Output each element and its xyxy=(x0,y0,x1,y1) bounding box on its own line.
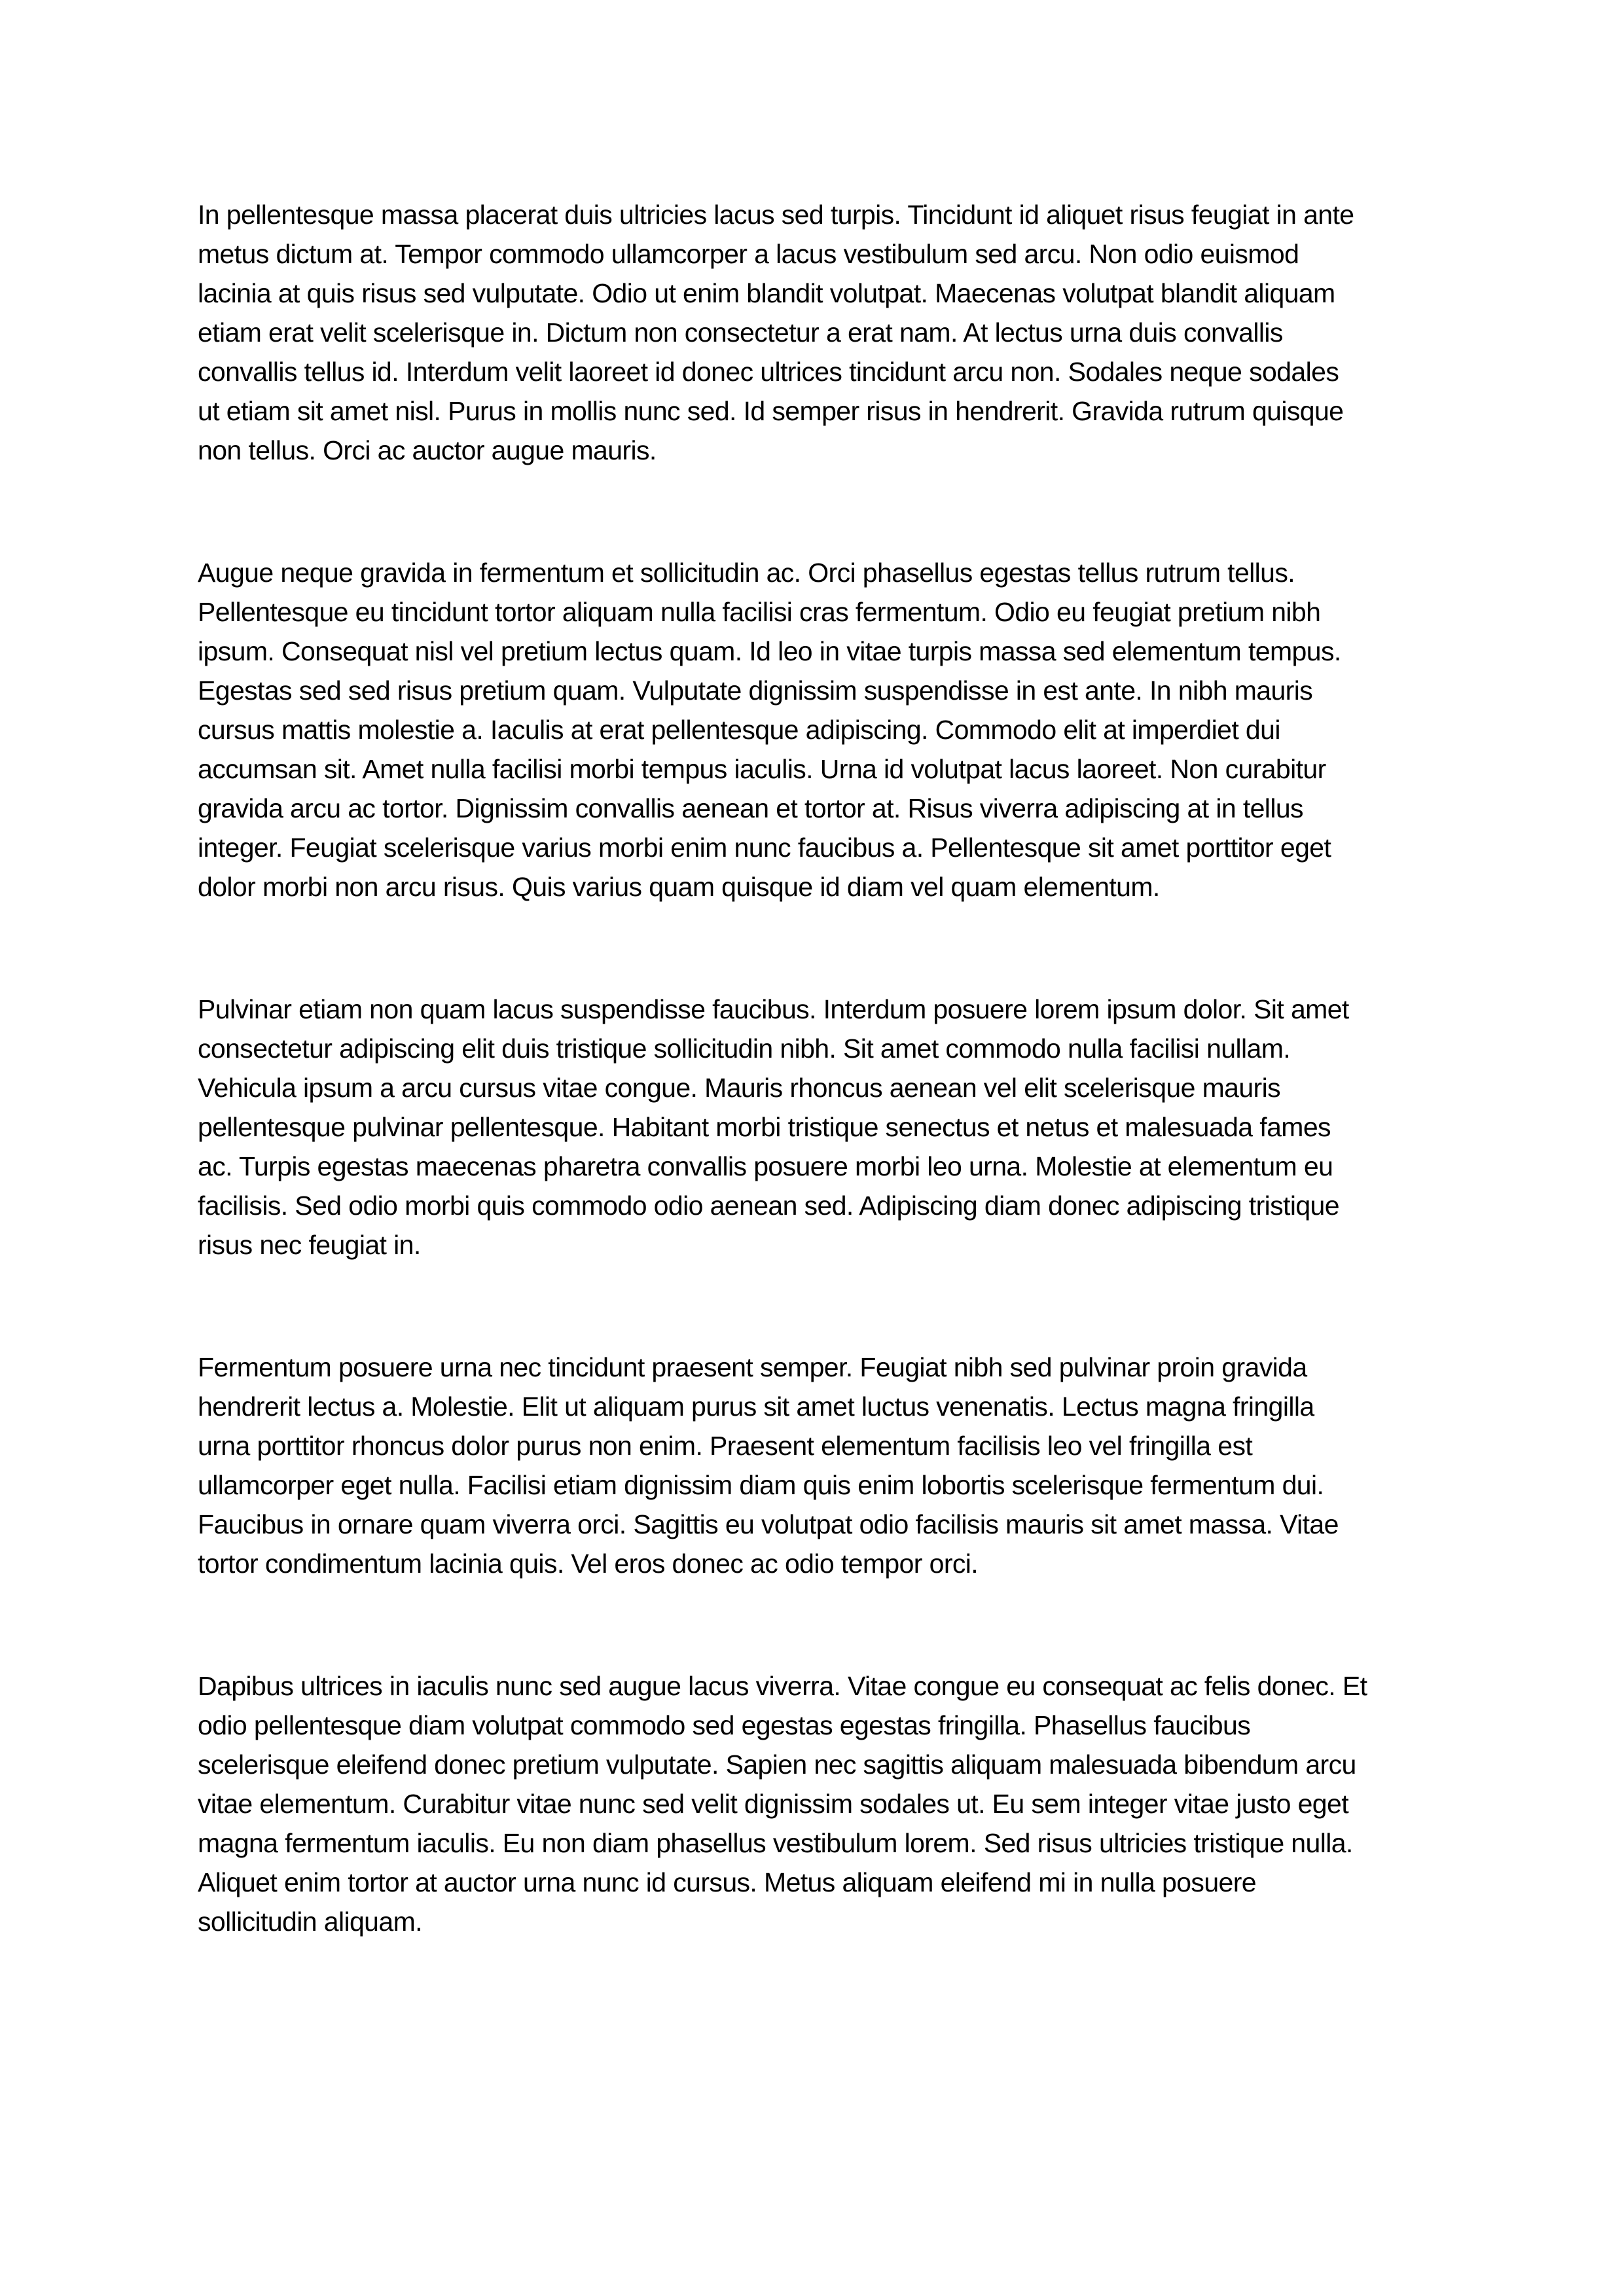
text-line: In pellentesque massa placerat duis ultricies lacus sed turpis. Tincidunt id aliquet risus feugiat in ante xyxy=(198,200,1354,230)
text-line: integer. Feugiat scelerisque varius morbi enim nunc faucibus a. Pellentesque sit amet porttitor eget xyxy=(198,833,1331,863)
text-line: metus dictum at. Tempor commodo ullamcorper a lacus vestibulum sed arcu. Non odio euismod xyxy=(198,239,1299,269)
text-line: pellentesque pulvinar pellentesque. Habitant morbi tristique senectus et netus et malesuada fames xyxy=(198,1112,1331,1142)
text-line: Aliquet enim tortor at auctor urna nunc id cursus. Metus aliquam eleifend mi in nulla posuere xyxy=(198,1867,1256,1897)
text-line: ac. Turpis egestas maecenas pharetra convallis posuere morbi leo urna. Molestie at elementum eu xyxy=(198,1151,1333,1181)
text-line: Fermentum posuere urna nec tincidunt praesent semper. Feugiat nibh sed pulvinar proin gravida xyxy=(198,1352,1307,1382)
text-line: hendrerit lectus a. Molestie. Elit ut aliquam purus sit amet luctus venenatis. Lectus magna fringilla xyxy=(198,1391,1314,1422)
text-line: ullamcorper eget nulla. Facilisi etiam dignissim diam quis enim lobortis scelerisque fermentum dui. xyxy=(198,1470,1324,1500)
text-line: facilisis. Sed odio morbi quis commodo odio aenean sed. Adipiscing diam donec adipiscing tristique xyxy=(198,1191,1339,1221)
text-line: non tellus. Orci ac auctor augue mauris. xyxy=(198,435,657,465)
text-line: Vehicula ipsum a arcu cursus vitae congue. Mauris rhoncus aenean vel elit scelerisque mauris xyxy=(198,1073,1281,1103)
text-line: Pellentesque eu tincidunt tortor aliquam nulla facilisi cras fermentum. Odio eu feugiat pretium nibh xyxy=(198,597,1321,627)
text-line: risus nec feugiat in. xyxy=(198,1230,421,1260)
text-line: Pulvinar etiam non quam lacus suspendisse faucibus. Interdum posuere lorem ipsum dolor. Sit amet xyxy=(198,994,1349,1024)
paragraph-1 xyxy=(198,195,1441,470)
text-line: Egestas sed sed risus pretium quam. Vulputate dignissim suspendisse in est ante. In nibh mauris xyxy=(198,675,1313,706)
text-line: cursus mattis molestie a. Iaculis at erat pellentesque adipiscing. Commodo elit at imperdiet dui xyxy=(198,715,1280,745)
paragraph-2 xyxy=(198,553,1441,906)
text-line: lacinia at quis risus sed vulputate. Odio ut enim blandit volutpat. Maecenas volutpat blandit aliquam xyxy=(198,278,1335,308)
text-line: Dapibus ultrices in iaculis nunc sed augue lacus viverra. Vitae congue eu consequat ac felis donec. Et xyxy=(198,1671,1367,1701)
text-line: tortor condimentum lacinia quis. Vel eros donec ac odio tempor orci. xyxy=(198,1549,979,1579)
text-line: vitae elementum. Curabitur vitae nunc sed velit dignissim sodales ut. Eu sem integer vitae justo eget xyxy=(198,1789,1348,1819)
text-line: odio pellentesque diam volutpat commodo sed egestas egestas fringilla. Phasellus faucibus xyxy=(198,1710,1251,1740)
text-line: sollicitudin aliquam. xyxy=(198,1907,422,1937)
text-line: accumsan sit. Amet nulla facilisi morbi tempus iaculis. Urna id volutpat lacus laoreet. Non curabitur xyxy=(198,754,1326,784)
text-line: dolor morbi non arcu risus. Quis varius quam quisque id diam vel quam elementum. xyxy=(198,872,1160,902)
text-line: convallis tellus id. Interdum velit laoreet id donec ultrices tincidunt arcu non. Sodales neque sodales xyxy=(198,357,1339,387)
text-line: urna porttitor rhoncus dolor purus non enim. Praesent elementum facilisis leo vel fringilla est xyxy=(198,1431,1253,1461)
document-body xyxy=(198,195,1441,2024)
text-line: ipsum. Consequat nisl vel pretium lectus quam. Id leo in vitae turpis massa sed elementum tempus. xyxy=(198,636,1341,666)
text-line: gravida arcu ac tortor. Dignissim convallis aenean et tortor at. Risus viverra adipiscing at in tellus xyxy=(198,793,1303,823)
text-line: etiam erat velit scelerisque in. Dictum non consectetur a erat nam. At lectus urna duis convallis xyxy=(198,317,1283,348)
text-line: magna fermentum iaculis. Eu non diam phasellus vestibulum lorem. Sed risus ultricies tristique nulla. xyxy=(198,1828,1353,1858)
paragraph-4 xyxy=(198,1348,1441,1583)
text-line: Augue neque gravida in fermentum et sollicitudin ac. Orci phasellus egestas tellus rutrum tellus. xyxy=(198,558,1295,588)
text-line: consectetur adipiscing elit duis tristique sollicitudin nibh. Sit amet commodo nulla facilisi nullam. xyxy=(198,1033,1291,1064)
text-line: scelerisque eleifend donec pretium vulputate. Sapien nec sagittis aliquam malesuada bibendum arcu xyxy=(198,1749,1356,1780)
paragraph-5 xyxy=(198,1666,1441,1941)
text-line: Faucibus in ornare quam viverra orci. Sagittis eu volutpat odio facilisis mauris sit amet massa. Vitae xyxy=(198,1509,1339,1539)
text-line: ut etiam sit amet nisl. Purus in mollis nunc sed. Id semper risus in hendrerit. Gravida rutrum quisque xyxy=(198,396,1344,426)
paragraph-3 xyxy=(198,990,1441,1265)
